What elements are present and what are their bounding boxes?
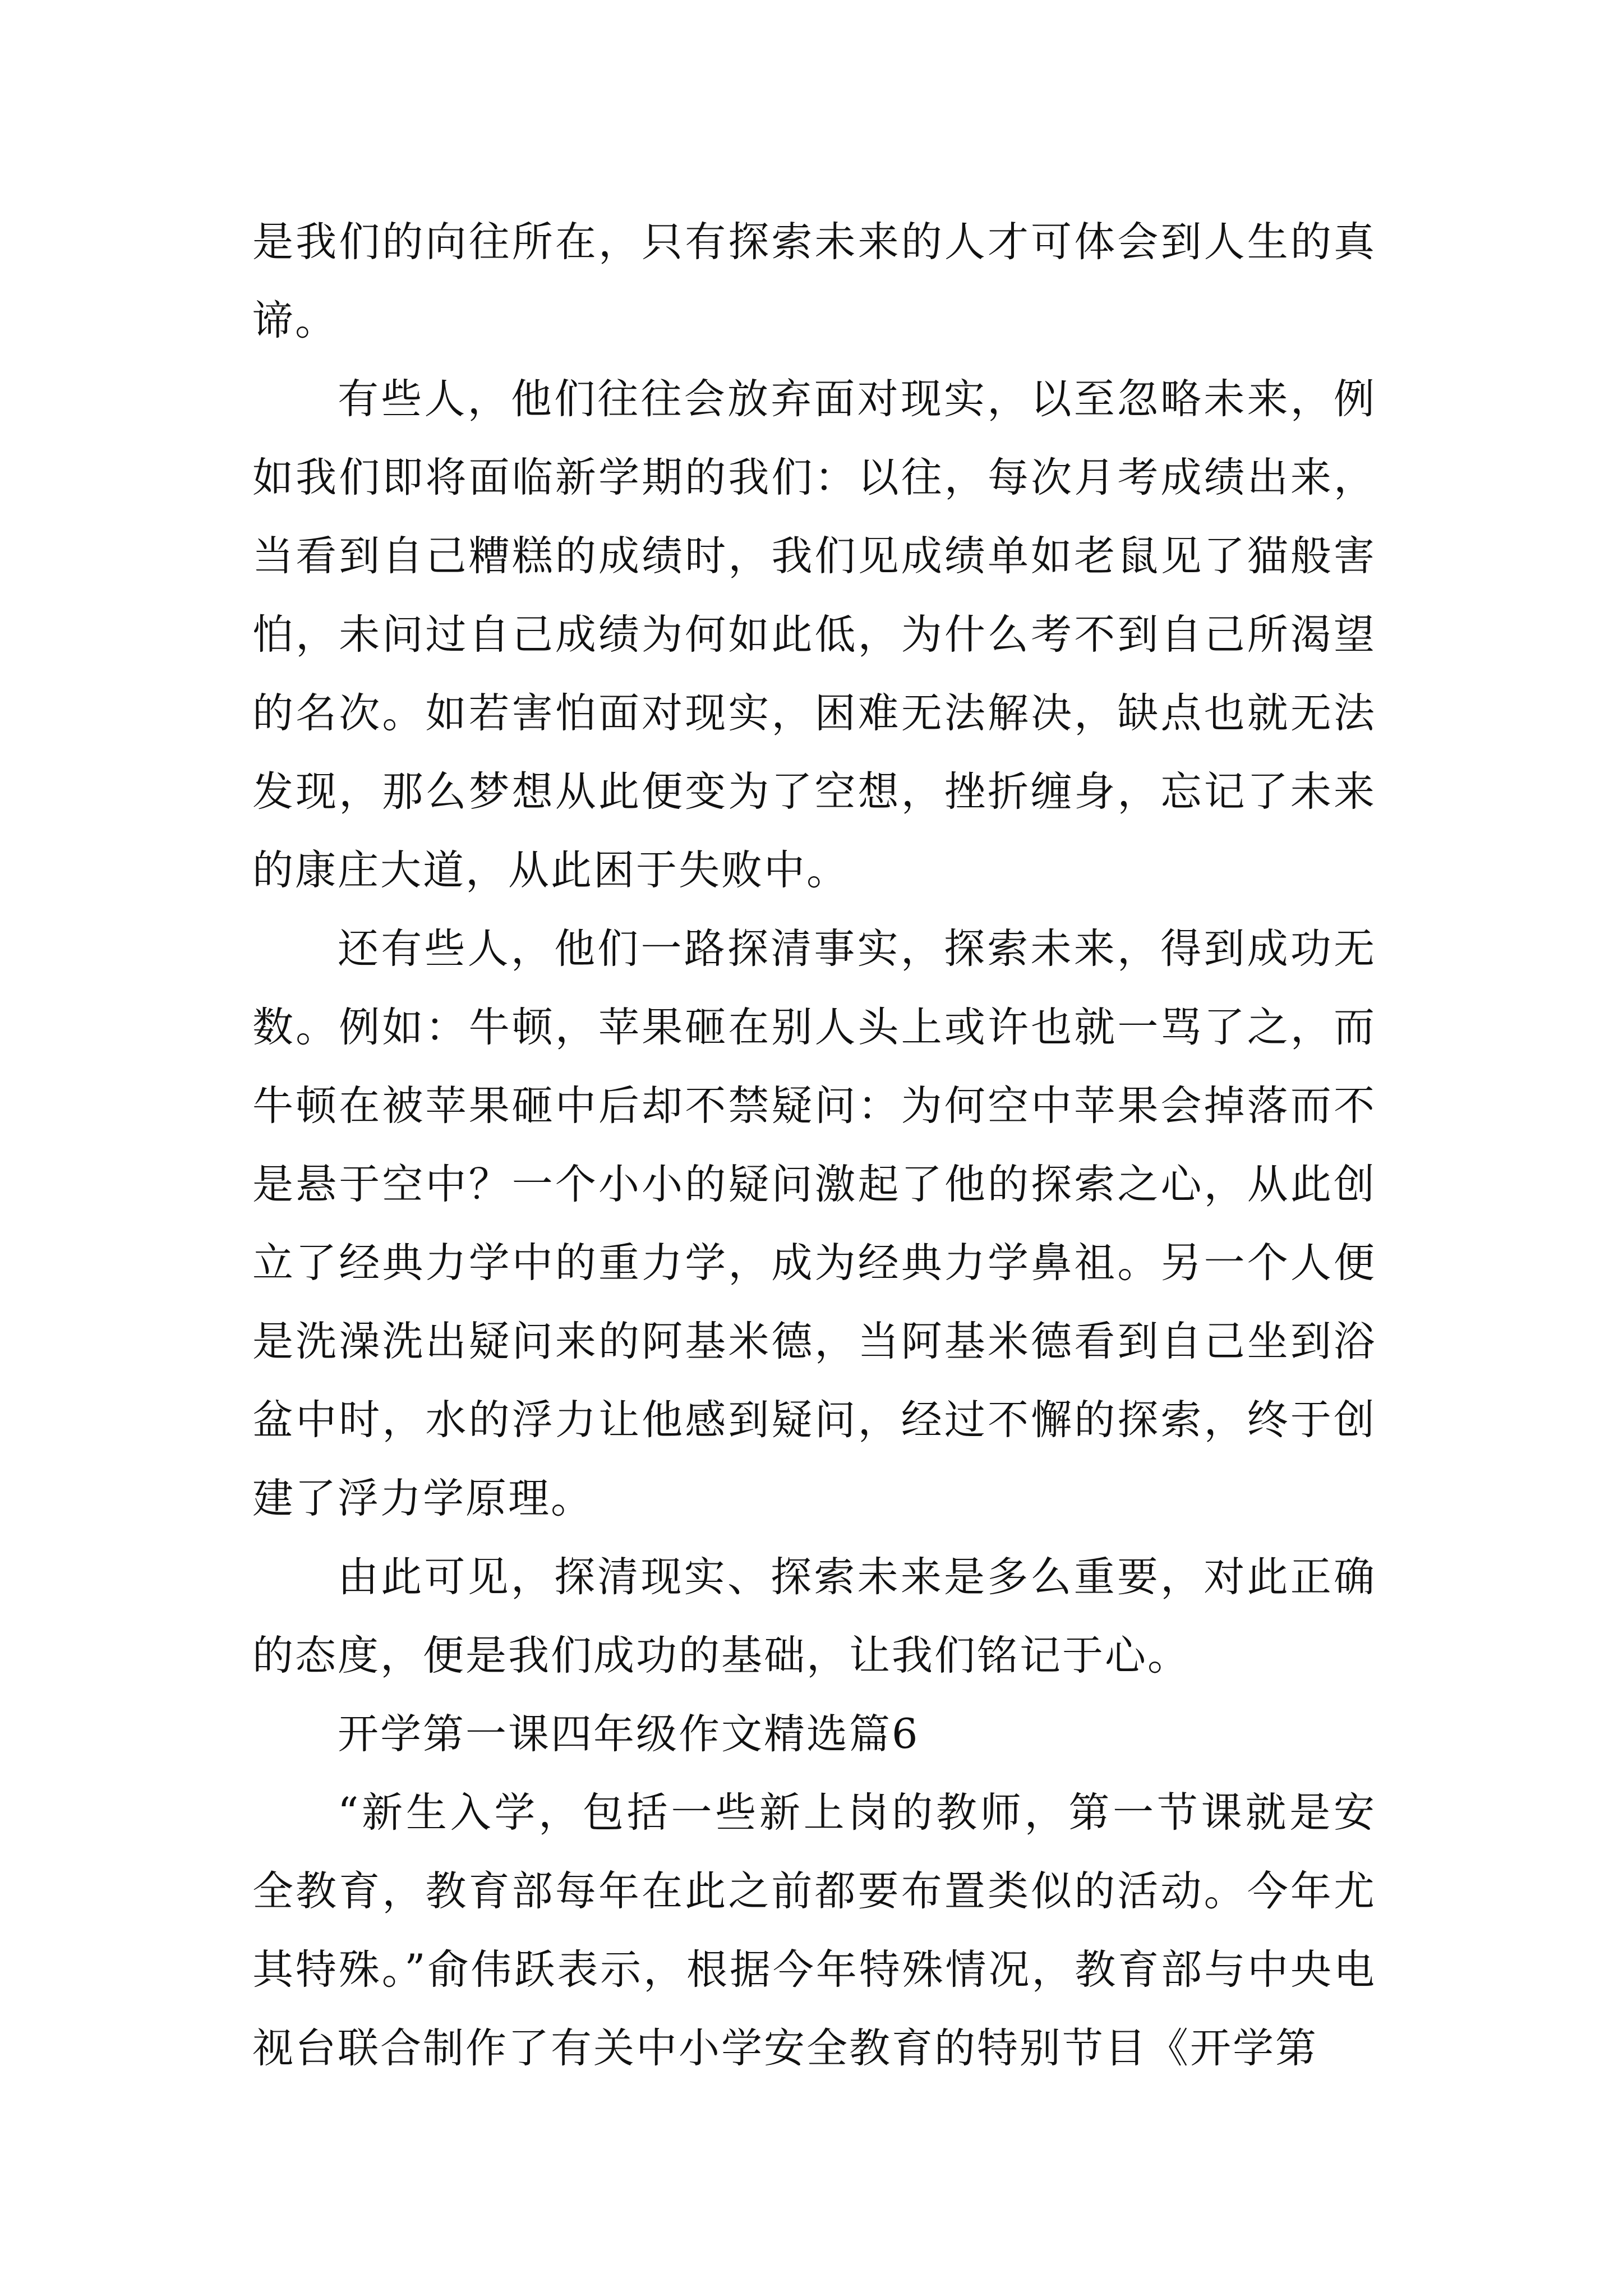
paragraph-3: 还有些人，他们一路探清事实，探索未来，得到成功无数。例如：牛顿，苹果砸在别人头上或许也就一骂了之，而牛顿在被苹果砸中后却不禁疑问：为何空中苹果会掉落而不是悬于空中？一个小小的疑问激起了他的探索之心，从此创立了经典力学中的重力学，成为经典力学鼻祖。另一个人便是洗澡洗出疑问来的阿基米德，当阿基米德看到自己坐到浴盆中时，水的浮力让他感到疑问，经过不懈的探索，终于创建了浮力学原理。 xyxy=(252,925,1376,1522)
paragraph-1: 是我们的向往所在，只有探索未来的人才可体会到人生的真谛。 xyxy=(252,218,1376,344)
document-body xyxy=(252,203,1376,2088)
paragraph-5: “新生入学，包括一些新上岗的教师，第一节课就是安全教育，教育部每年在此之前都要布置类似的活动。今年尤其特殊。”俞伟跃表示，根据今年特殊情况，教育部与中央电视台联合制作了有关中小学安全教育的特别节目《开学第 xyxy=(252,1789,1376,2072)
paragraph-4: 由此可见，探清现实、探索未来是多么重要，对此正确的态度，便是我们成功的基础，让我们铭记于心。 xyxy=(252,1553,1376,1680)
section-heading: 开学第一课四年级作文精选篇6 xyxy=(338,1710,920,1758)
paragraph-2: 有些人，他们往往会放弃面对现实，以至忽略未来，例如我们即将面临新学期的我们：以往，每次月考成绩出来，当看到自己糟糕的成绩时，我们见成绩单如老鼠见了猫般害怕，未问过自己成绩为何如此低，为什么考不到自己所渴望的名次。如若害怕面对现实，困难无法解决，缺点也就无法发现，那么梦想从此便变为了空想，挫折缠身，忘记了未来的康庄大道，从此困于失败中。 xyxy=(252,375,1376,894)
